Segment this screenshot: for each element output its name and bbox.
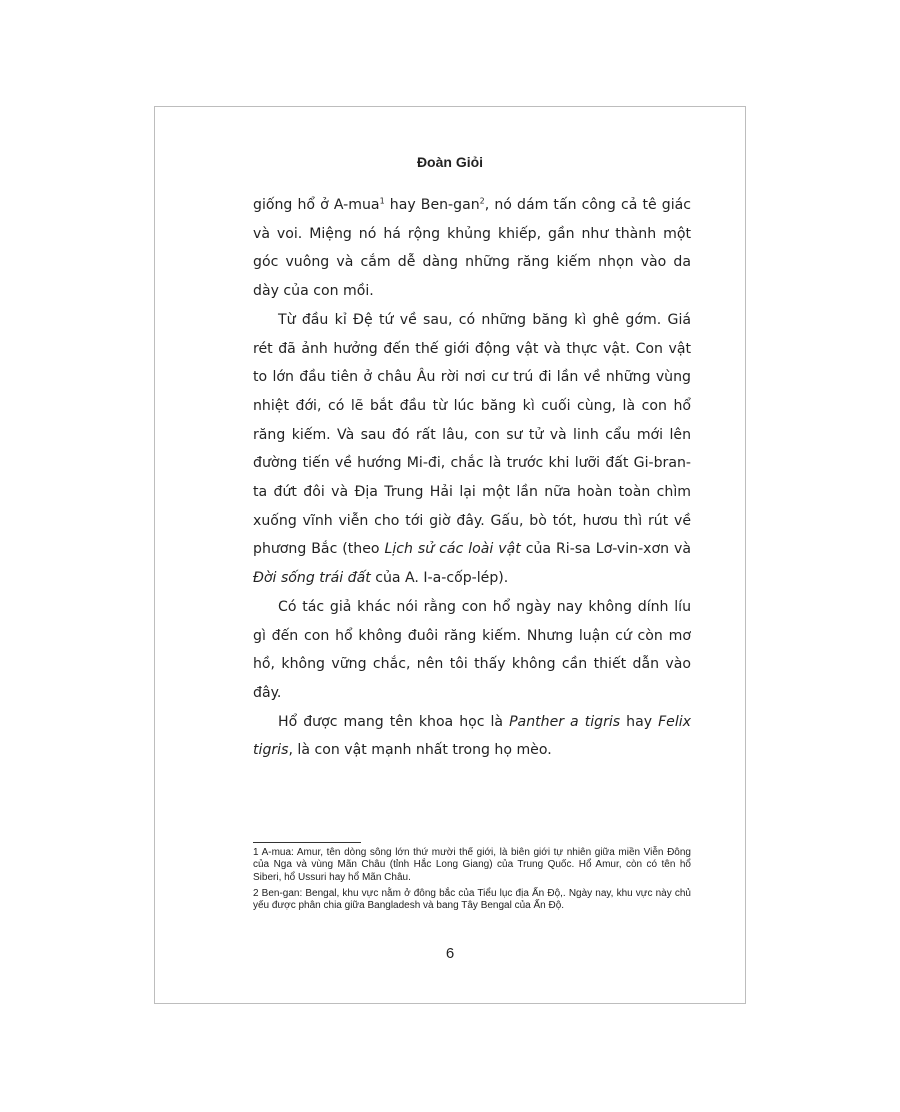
- text-run: của Ri-sa Lơ-vin-xơn và: [520, 541, 692, 558]
- paragraph-1: [253, 191, 691, 306]
- page-number: 6: [445, 945, 455, 962]
- paragraph-4: [253, 708, 691, 765]
- text-run: Từ đầu kỉ Đệ tứ về sau, có những băng kì ghê gớm. Giá rét đã ảnh hưởng đến thế giới động vật và thực vật. Con vật to lớn đầu tiên ở châu Âu rời nơi cư trú đi lần về những vùng nhiệt đới, có lẽ bắt đầu từ lúc băng kì cuối cùng, là con hổ răng kiếm. Và sau đó rất lâu, con sư tử và linh cẩu mới lên đường tiến về hướng Mi-đi, chắc là trước khi lưỡi đất Gi-bran-ta đứt đôi và Địa Trung Hải lại một lần nữa hoàn toàn chìm xuống vĩnh viễn cho tới giờ đây. Gấu, bò tót, hươu thì rút về phương Bắc (theo: [253, 311, 691, 558]
- footnote-divider: [253, 842, 361, 843]
- text-run: , nó dám tấn công cả tê giác và voi. Miệng nó há rộng khủng khiếp, gần như thành một góc vuông và cắm dễ dàng những răng kiếm nhọn vào da dày của con mồi.: [253, 197, 692, 300]
- paragraph-3: Có tác giả khác nói rằng con hổ ngày nay không dính líu gì đến con hổ không đuôi răng kiếm. Nhưng luận cứ còn mơ hồ, không vững chắc, nên tôi thấy không cần thiết dẫn vào đây.: [253, 598, 691, 701]
- text-run: giống hổ ở A-mua: [253, 197, 380, 213]
- scientific-name-1: Panther a tigris: [509, 713, 621, 730]
- footnote-2: 2 Ben-gan: Bengal, khu vực nằm ở đông bắc của Tiểu lục địa Ấn Độ,. Ngày nay, khu vực này chủ yếu được phân chia giữa Bangladesh và bang Tây Bengal của Ấn Độ.: [253, 887, 691, 912]
- book-page: [154, 106, 746, 1004]
- footnote-1: 1 A-mua: Amur, tên dòng sông lớn thứ mười thế giới, là biên giới tự nhiên giữa miền Viễn Đông của Nga và vùng Mãn Châu (tỉnh Hắc Long Giang) của Trung Quốc. Hổ Amur, còn có tên hổ Siberi, hổ Ussuri hay hổ Mãn Châu.: [253, 847, 691, 883]
- scientific-name-2: Felix tigris: [253, 713, 692, 759]
- body-text: [253, 191, 691, 765]
- text-run: Hổ được mang tên khoa học là: [278, 713, 510, 730]
- text-run: , là con vật mạnh nhất trong họ mèo.: [288, 742, 552, 759]
- running-header-author: Đoàn Giỏi: [416, 154, 484, 170]
- text-run: hay Ben-gan: [384, 197, 480, 213]
- book-title-1: Lịch sử các loài vật: [384, 541, 521, 558]
- footnotes: [253, 842, 691, 916]
- footnote-ref-2: 2: [479, 196, 485, 206]
- text-run: của A. I-a-cốp-lép).: [370, 570, 509, 587]
- paragraph-2: [253, 306, 691, 593]
- book-title-2: Đời sống trái đất: [253, 570, 371, 587]
- footnote-ref-1: 1: [379, 196, 385, 206]
- text-run: hay: [620, 713, 659, 730]
